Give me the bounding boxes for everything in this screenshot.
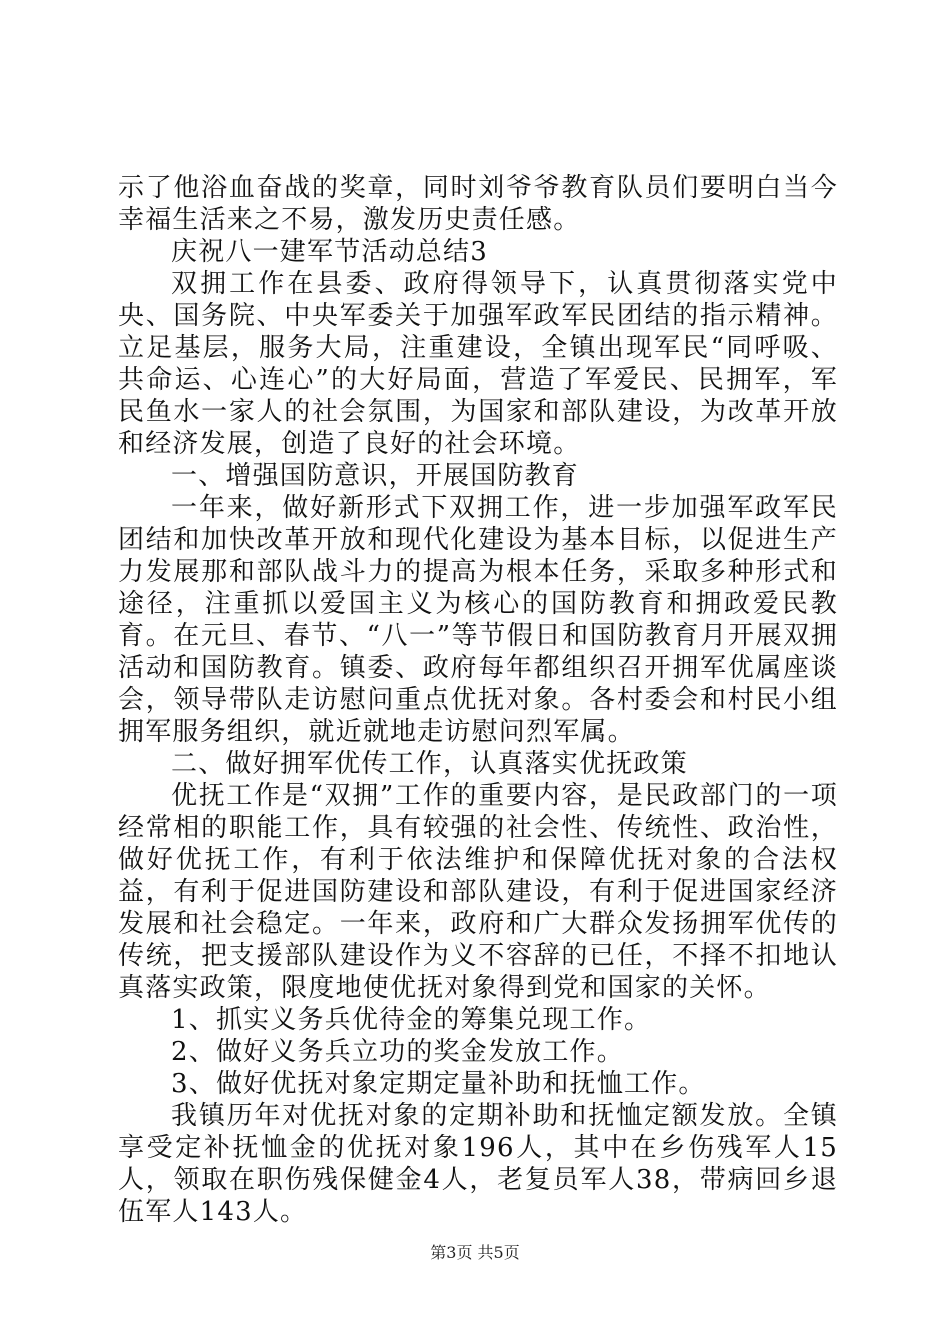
paragraph-continued: 示了他浴血奋战的奖章，同时刘爷爷教育队员们要明白当今幸福生活来之不易，激发历史责任感。 [118, 173, 838, 235]
document-body [118, 172, 838, 1228]
paragraph: 一年来，做好新形式下双拥工作，进一步加强军政军民团结和加快改革开放和现代化建设为基本目标，以促进生产力发展那和部队战斗力的提高为根本任务，采取多种形式和途径，注重抓以爱国主义为核心的国防教育和拥政爱民教育。在元旦、春节、“八一”等节假日和国防教育月开展双拥活动和国防教育。镇委、政府每年都组织召开拥军优属座谈会，领导带队走访慰问重点优抚对象。各村委会和村民小组拥军服务组织，就近就地走访慰问烈军属。 [118, 493, 838, 747]
list-item-3: 3、做好优抚对象定期定量补助和抚恤工作。 [171, 1069, 706, 1099]
list-item-1: 1、抓实义务兵优待金的筹集兑现工作。 [171, 1005, 652, 1035]
page-number-footer: 第3页 共5页 [430, 1243, 520, 1262]
list-item-2: 2、做好义务兵立功的奖金发放工作。 [171, 1037, 624, 1067]
paragraph: 优抚工作是“双拥”工作的重要内容，是民政部门的一项经常相的职能工作，具有较强的社会性、传统性、政治性，做好优抚工作，有利于依法维护和保障优抚对象的合法权益，有利于促进国防建设和部队建设，有利于促进国家经济发展和社会稳定。一年来，政府和广大群众发扬拥军优传的传统，把支援部队建设作为义不容辞的已任，不择不扣地认真落实政策，限度地使优抚对象得到党和国家的关怀。 [118, 781, 838, 1003]
paragraph: 双拥工作在县委、政府得领导下，认真贯彻落实党中央、国务院、中央军委关于加强军政军民团结的指示精神。立足基层，服务大局，注重建设，全镇出现军民“同呼吸、共命运、心连心”的大好局面，营造了军爱民、民拥军，军民鱼水一家人的社会氛围，为国家和部队建设，为改革开放和经济发展，创造了良好的社会环境。 [118, 269, 838, 459]
section-heading-1: 一、增强国防意识，开展国防教育 [171, 461, 580, 491]
section-title: 庆祝八一建军节活动总结3 [171, 237, 488, 267]
section-heading-2: 二、做好拥军优传工作，认真落实优抚政策 [171, 749, 688, 779]
paragraph: 我镇历年对优抚对象的定期补助和抚恤定额发放。全镇享受定补抚恤金的优抚对象196人，其中在乡伤残军人15人，领取在职伤残保健金4人，老复员军人38，带病回乡退伍军人143人。 [118, 1101, 838, 1227]
